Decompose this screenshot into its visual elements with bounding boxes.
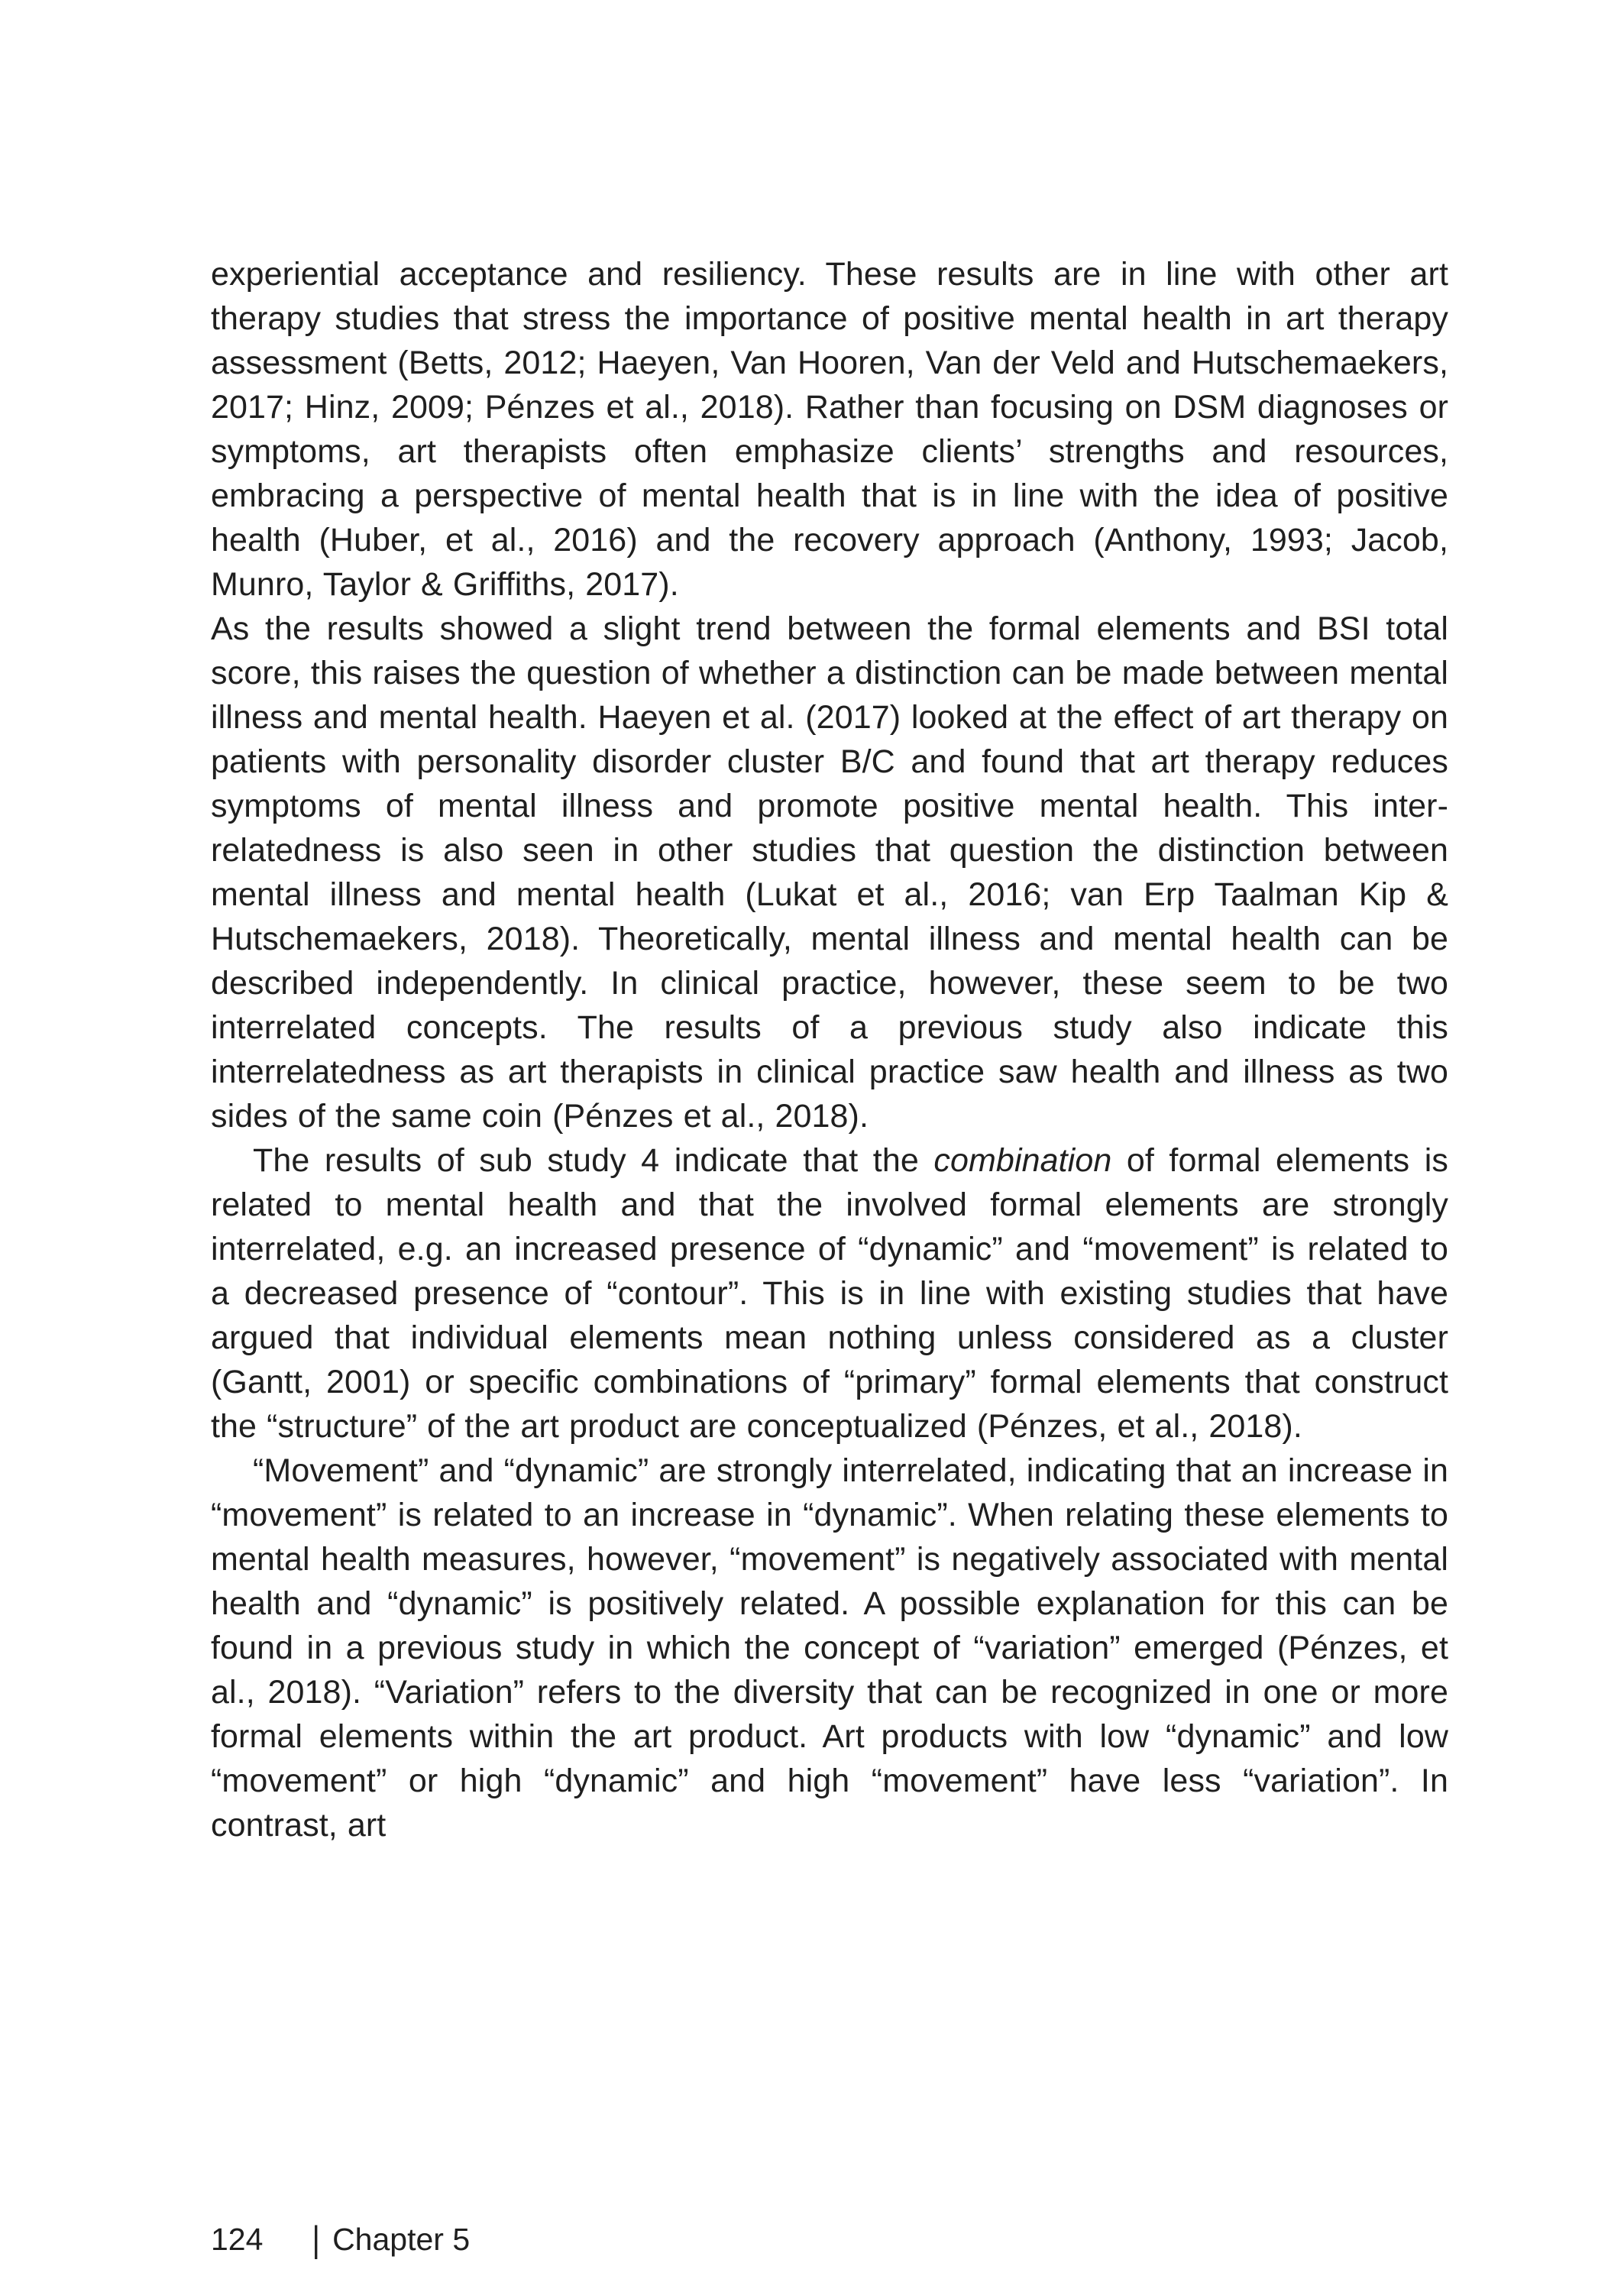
body-text bbox=[211, 252, 1448, 1847]
footer-divider: | bbox=[312, 2219, 321, 2260]
paragraph-3-segment-2: of formal elements is related to mental health and that the involved formal elements are strongly interrelated, e.g. an increased presence of “dynamic” and “movement” is related to a decreased presence of “contour”. This is in line with existing studies that have argued that individual elements mean nothing unless considered as a cluster (Gantt, 2001) or specific combinations of “primary” formal elements that construct the “structure” of the art product are conceptualized (Pénzes, et al., 2018). bbox=[211, 1142, 1448, 1445]
page-footer bbox=[211, 2220, 470, 2258]
paragraph-2: As the results showed a slight trend between the formal elements and BSI total score, this raises the question of whether a distinction can be made between mental illness and mental health. Haeyen et al. (2017) looked at the effect of art therapy on patients with personality disorder cluster B/C and found that art therapy reduces symptoms of mental illness and promote positive mental health. This inter-relatedness is also seen in other studies that question the distinction between mental illness and mental health (Lukat et al., 2016; van Erp Taalman Kip & Hutschemaekers, 2018). Theoretically, mental illness and mental health can be described independently. In clinical practice, however, these seem to be two interrelated concepts. The results of a previous study also indicate this interrelatedness as art therapists in clinical practice saw health and illness as two sides of the same coin (Pénzes et al., 2018). bbox=[211, 610, 1448, 1135]
paragraph-1: experiential acceptance and resiliency. These results are in line with other art therapy studies that stress the importance of positive mental health in art therapy assessment (Betts, 2012; Haeyen, Van Hooren, Van der Veld and Hutschemaekers, 2017; Hinz, 2009; Pénzes et al., 2018). Rather than focusing on DSM diagnoses or symptoms, art therapists often emphasize clients’ strengths and resources, embracing a perspective of mental health that is in line with the idea of positive health (Huber, et al., 2016) and the recovery approach (Anthony, 1993; Jacob, Munro, Taylor & Griffiths, 2017). bbox=[211, 256, 1448, 603]
chapter-label: Chapter 5 bbox=[332, 2222, 471, 2257]
paragraph-4: “Movement” and “dynamic” are strongly interrelated, indicating that an increase in “movement” is related to an increase in “dynamic”. When relating these elements to mental health measures, however, “movement” is negatively associated with mental health and “dynamic” is positively related. A possible explanation for this can be found in a previous study in which the concept of “variation” emerged (Pénzes, et al., 2018). “Variation” refers to the diversity that can be recognized in one or more formal elements within the art product. Art products with low “dynamic” and low “movement” or high “dynamic” and high “movement” have less “variation”. In contrast, art bbox=[211, 1452, 1448, 1844]
paragraph-3 bbox=[211, 1138, 1448, 1449]
paragraph-3-italic-word: combination bbox=[933, 1142, 1112, 1179]
page-number: 124 bbox=[211, 2222, 264, 2257]
paragraph-3-segment-1: The results of sub study 4 indicate that the bbox=[253, 1142, 934, 1179]
